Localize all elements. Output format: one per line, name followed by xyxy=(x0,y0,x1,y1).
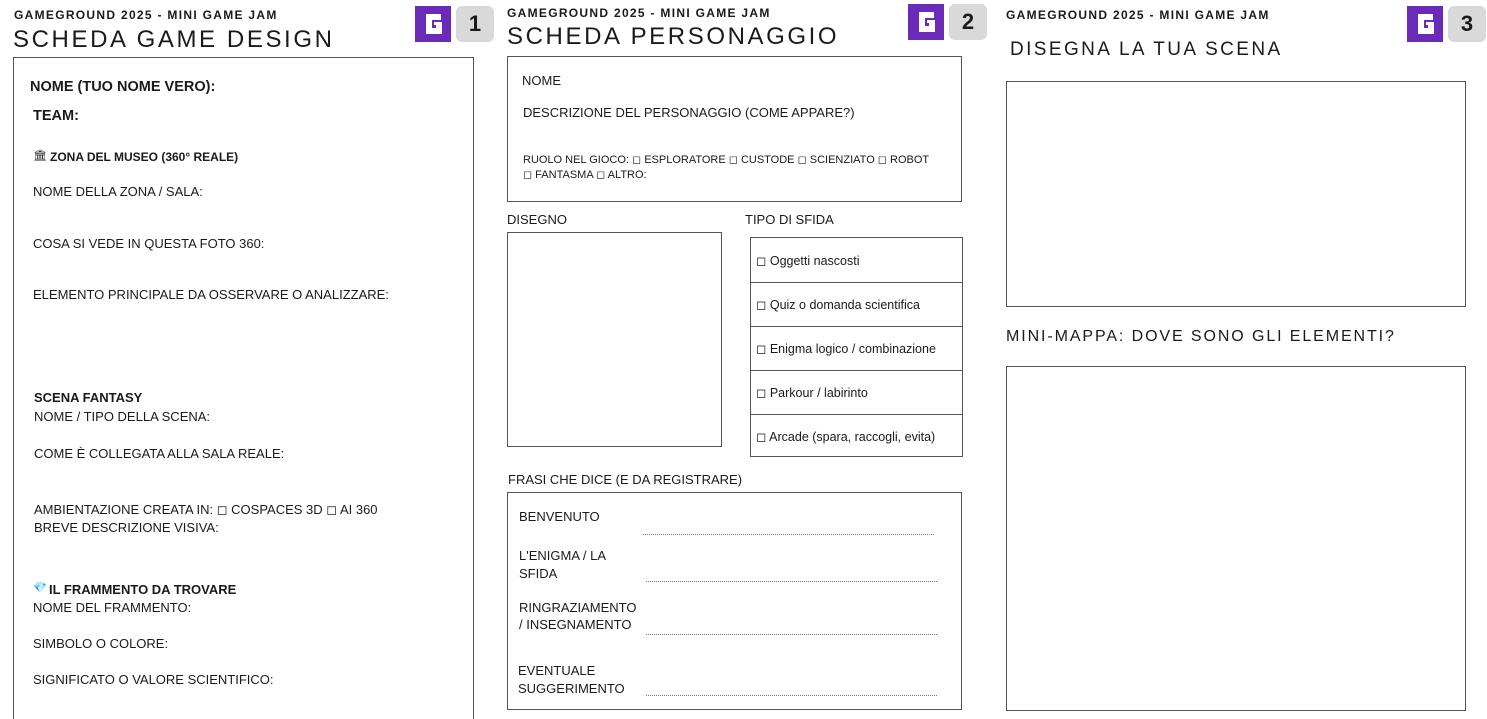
frase-enigma-label-cont: SFIDA xyxy=(519,566,558,581)
frase-suggerimento-label: EVENTUALE xyxy=(518,663,596,678)
field-frammento-nome: NOME DEL FRAMMENTO: xyxy=(33,600,192,615)
event-label: GAMEGROUND 2025 - MINI GAME JAM xyxy=(14,8,278,22)
page-title: SCHEDA PERSONAGGIO xyxy=(507,23,840,50)
sfida-option-parkour[interactable]: ◻ Parkour / labirinto xyxy=(751,370,963,414)
field-zona-elemento: ELEMENTO PRINCIPALE DA OSSERVARE O ANALIZZARE: xyxy=(33,287,389,302)
scene-drawing-area[interactable] xyxy=(1006,81,1466,307)
disegno-label: DISEGNO xyxy=(507,212,567,227)
frase-ringraziamento-line[interactable] xyxy=(646,634,937,635)
field-scena-nome: NOME / TIPO DELLA SCENA: xyxy=(34,409,211,424)
frase-enigma-line[interactable] xyxy=(646,581,937,582)
gameground-logo-icon xyxy=(415,6,451,42)
sfida-option-oggetti[interactable]: ◻ Oggetti nascosti xyxy=(756,253,860,268)
field-nome: NOME xyxy=(522,73,561,88)
page-title: DISEGNA LA TUA SCENA xyxy=(1010,39,1283,60)
field-team: TEAM: xyxy=(33,108,79,124)
field-ruolo: RUOLO NEL GIOCO: ◻ ESPLORATORE ◻ CUSTODE ◻ SCIENZIATO ◻ ROBOT xyxy=(523,154,930,166)
frase-ringraziamento-label-cont: / INSEGNAMENTO xyxy=(519,617,632,632)
sfida-list xyxy=(750,237,963,457)
field-descrizione: DESCRIZIONE DEL PERSONAGGIO (COME APPARE?) xyxy=(523,105,855,120)
gem-icon: 💎 xyxy=(33,582,47,594)
event-label: GAMEGROUND 2025 - MINI GAME JAM xyxy=(1006,8,1270,22)
field-scena-ambientazione: AMBIENTAZIONE CREATA IN: ◻ COSPACES 3D ◻ AI 360 xyxy=(34,502,378,517)
field-nome: NOME (TUO NOME VERO): xyxy=(30,79,216,95)
gameground-logo-icon xyxy=(1407,6,1443,42)
museum-icon: 🏛 xyxy=(33,150,47,162)
page-number-badge: 2 xyxy=(949,4,987,40)
section-zona-heading: ZONA DEL MUSEO (360° REALE) xyxy=(50,150,239,164)
frase-suggerimento-line[interactable] xyxy=(646,695,937,696)
section-scena-heading: SCENA FANTASY xyxy=(34,390,143,405)
frase-enigma-label: L'ENIGMA / LA xyxy=(519,548,607,563)
minimappa-heading: MINI-MAPPA: DOVE SONO GLI ELEMENTI? xyxy=(1006,328,1396,345)
sfida-option-enigma[interactable]: ◻ Enigma logico / combinazione xyxy=(751,326,963,370)
frase-benvenuto-label: BENVENUTO xyxy=(519,509,600,524)
sfida-option-quiz[interactable]: ◻ Quiz o domanda scientifica xyxy=(751,282,963,326)
event-label: GAMEGROUND 2025 - MINI GAME JAM xyxy=(507,6,771,20)
frase-benvenuto-line[interactable] xyxy=(643,534,934,535)
drawing-area[interactable] xyxy=(507,232,722,447)
field-ruolo-cont: ◻ FANTASMA ◻ ALTRO: xyxy=(523,169,647,181)
frase-suggerimento-label-cont: SUGGERIMENTO xyxy=(518,681,625,696)
gameground-logo-icon xyxy=(908,4,944,40)
frasi-heading: FRASI CHE DICE (E DA REGISTRARE) xyxy=(508,472,743,487)
field-frammento-simbolo: SIMBOLO O COLORE: xyxy=(33,636,169,651)
frase-ringraziamento-label: RINGRAZIAMENTO xyxy=(519,600,637,615)
field-zona-foto: COSA SI VEDE IN QUESTA FOTO 360: xyxy=(33,236,265,251)
page-number-badge: 1 xyxy=(456,6,494,42)
tipo-sfida-label: TIPO DI SFIDA xyxy=(745,212,834,227)
page-title: SCHEDA GAME DESIGN xyxy=(13,26,335,53)
section-frammento-heading: IL FRAMMENTO DA TROVARE xyxy=(49,582,237,597)
field-scena-descrizione: BREVE DESCRIZIONE VISIVA: xyxy=(34,520,219,535)
field-frammento-significato: SIGNIFICATO O VALORE SCIENTIFICO: xyxy=(33,672,274,687)
sfida-option-arcade[interactable]: ◻ Arcade (spara, raccogli, evita) xyxy=(751,414,963,458)
field-scena-collegata: COME È COLLEGATA ALLA SALA REALE: xyxy=(34,446,285,461)
minimappa-drawing-area[interactable] xyxy=(1006,366,1466,711)
page-number-badge: 3 xyxy=(1448,6,1486,42)
field-zona-nome: NOME DELLA ZONA / SALA: xyxy=(33,184,203,199)
